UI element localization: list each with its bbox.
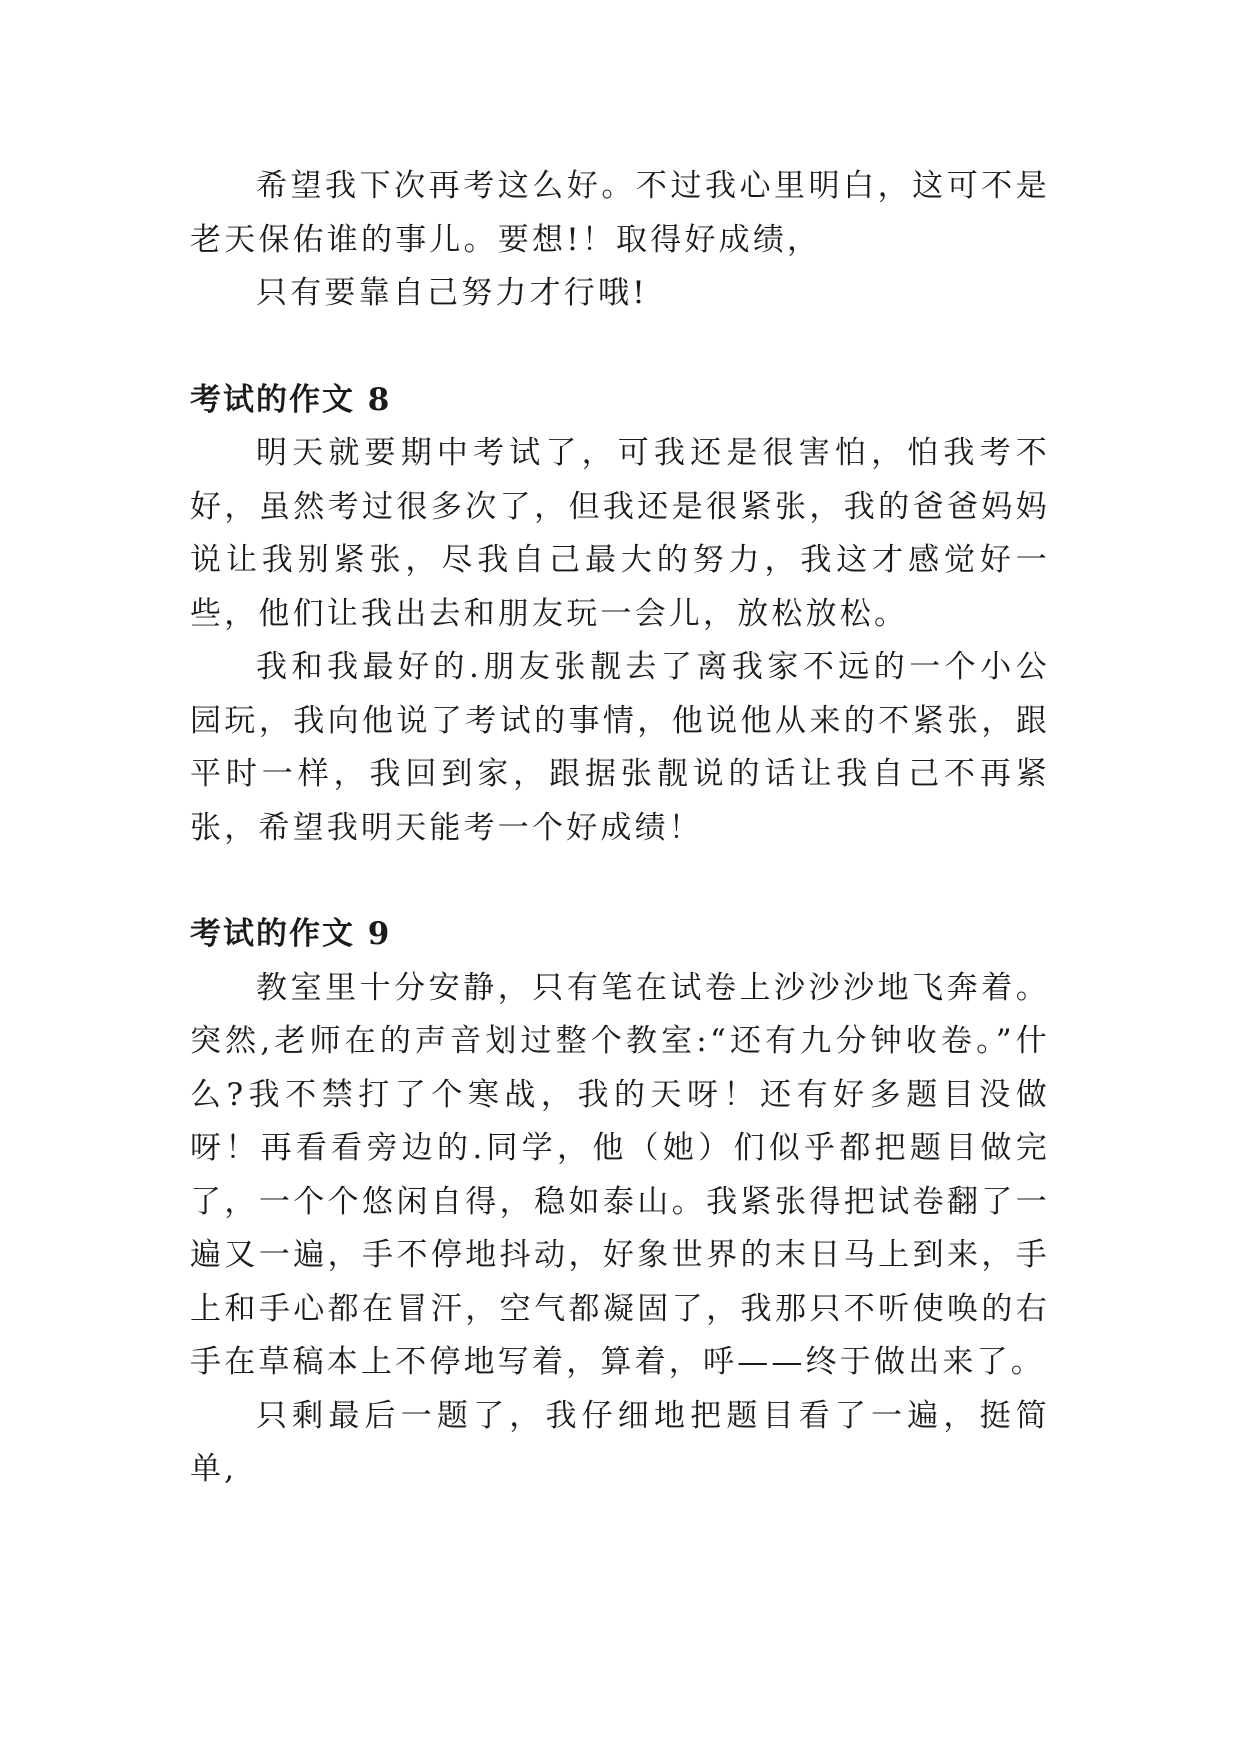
- document-body: [190, 160, 1050, 1497]
- paragraph-6: 只剩最后一题了，我仔细地把题目看了一遍，挺简单,: [190, 1397, 1050, 1487]
- section-gap: [190, 321, 1050, 374]
- paragraph-5: 教室里十分安静，只有笔在试卷上沙沙沙地飞奔着。突然,老师在的声音划过整个教室:“还有九分钟收卷。”什么?我不禁打了个寒战，我的天呀！还有好多题目没做呀！再看看旁边的.同学，他（她）们似乎都把题目做完了，一个个悠闲自得，稳如泰山。我紧张得把试卷翻了一遍又一遍，手不停地抖动，好象世界的末日马上到来，手上和手心都在冒汗，空气都凝固了，我那只不听使唤的右手在草稿本上不停地写着，算着，呼——终于做出来了。: [190, 969, 1050, 1380]
- section-heading-9: 考试的作文 9: [190, 916, 392, 952]
- paragraph-3: 明天就要期中考试了，可我还是很害怕，怕我考不好，虽然考过很多次了，但我还是很紧张，我的爸爸妈妈说让我别紧张，尽我自己最大的努力，我这才感觉好一些，他们让我出去和朋友玩一会儿，放松放松。: [190, 435, 1050, 632]
- section-heading-8: 考试的作文 8: [190, 381, 392, 418]
- paragraph-1: 希望我下次再考这么好。不过我心里明白，这可不是老天保佑谁的事儿。要想!！取得好成绩，: [190, 168, 1050, 258]
- section-gap: [190, 855, 1050, 908]
- paragraph-2: 只有要靠自己努力才行哦!: [256, 275, 648, 311]
- paragraph-4: 我和我最好的.朋友张靓去了离我家不远的一个小公园玩，我向他说了考试的事情，他说他从来的不紧张，跟平时一样，我回到家，跟据张靓说的话让我自己不再紧张，希望我明天能考一个好成绩！: [190, 649, 1050, 846]
